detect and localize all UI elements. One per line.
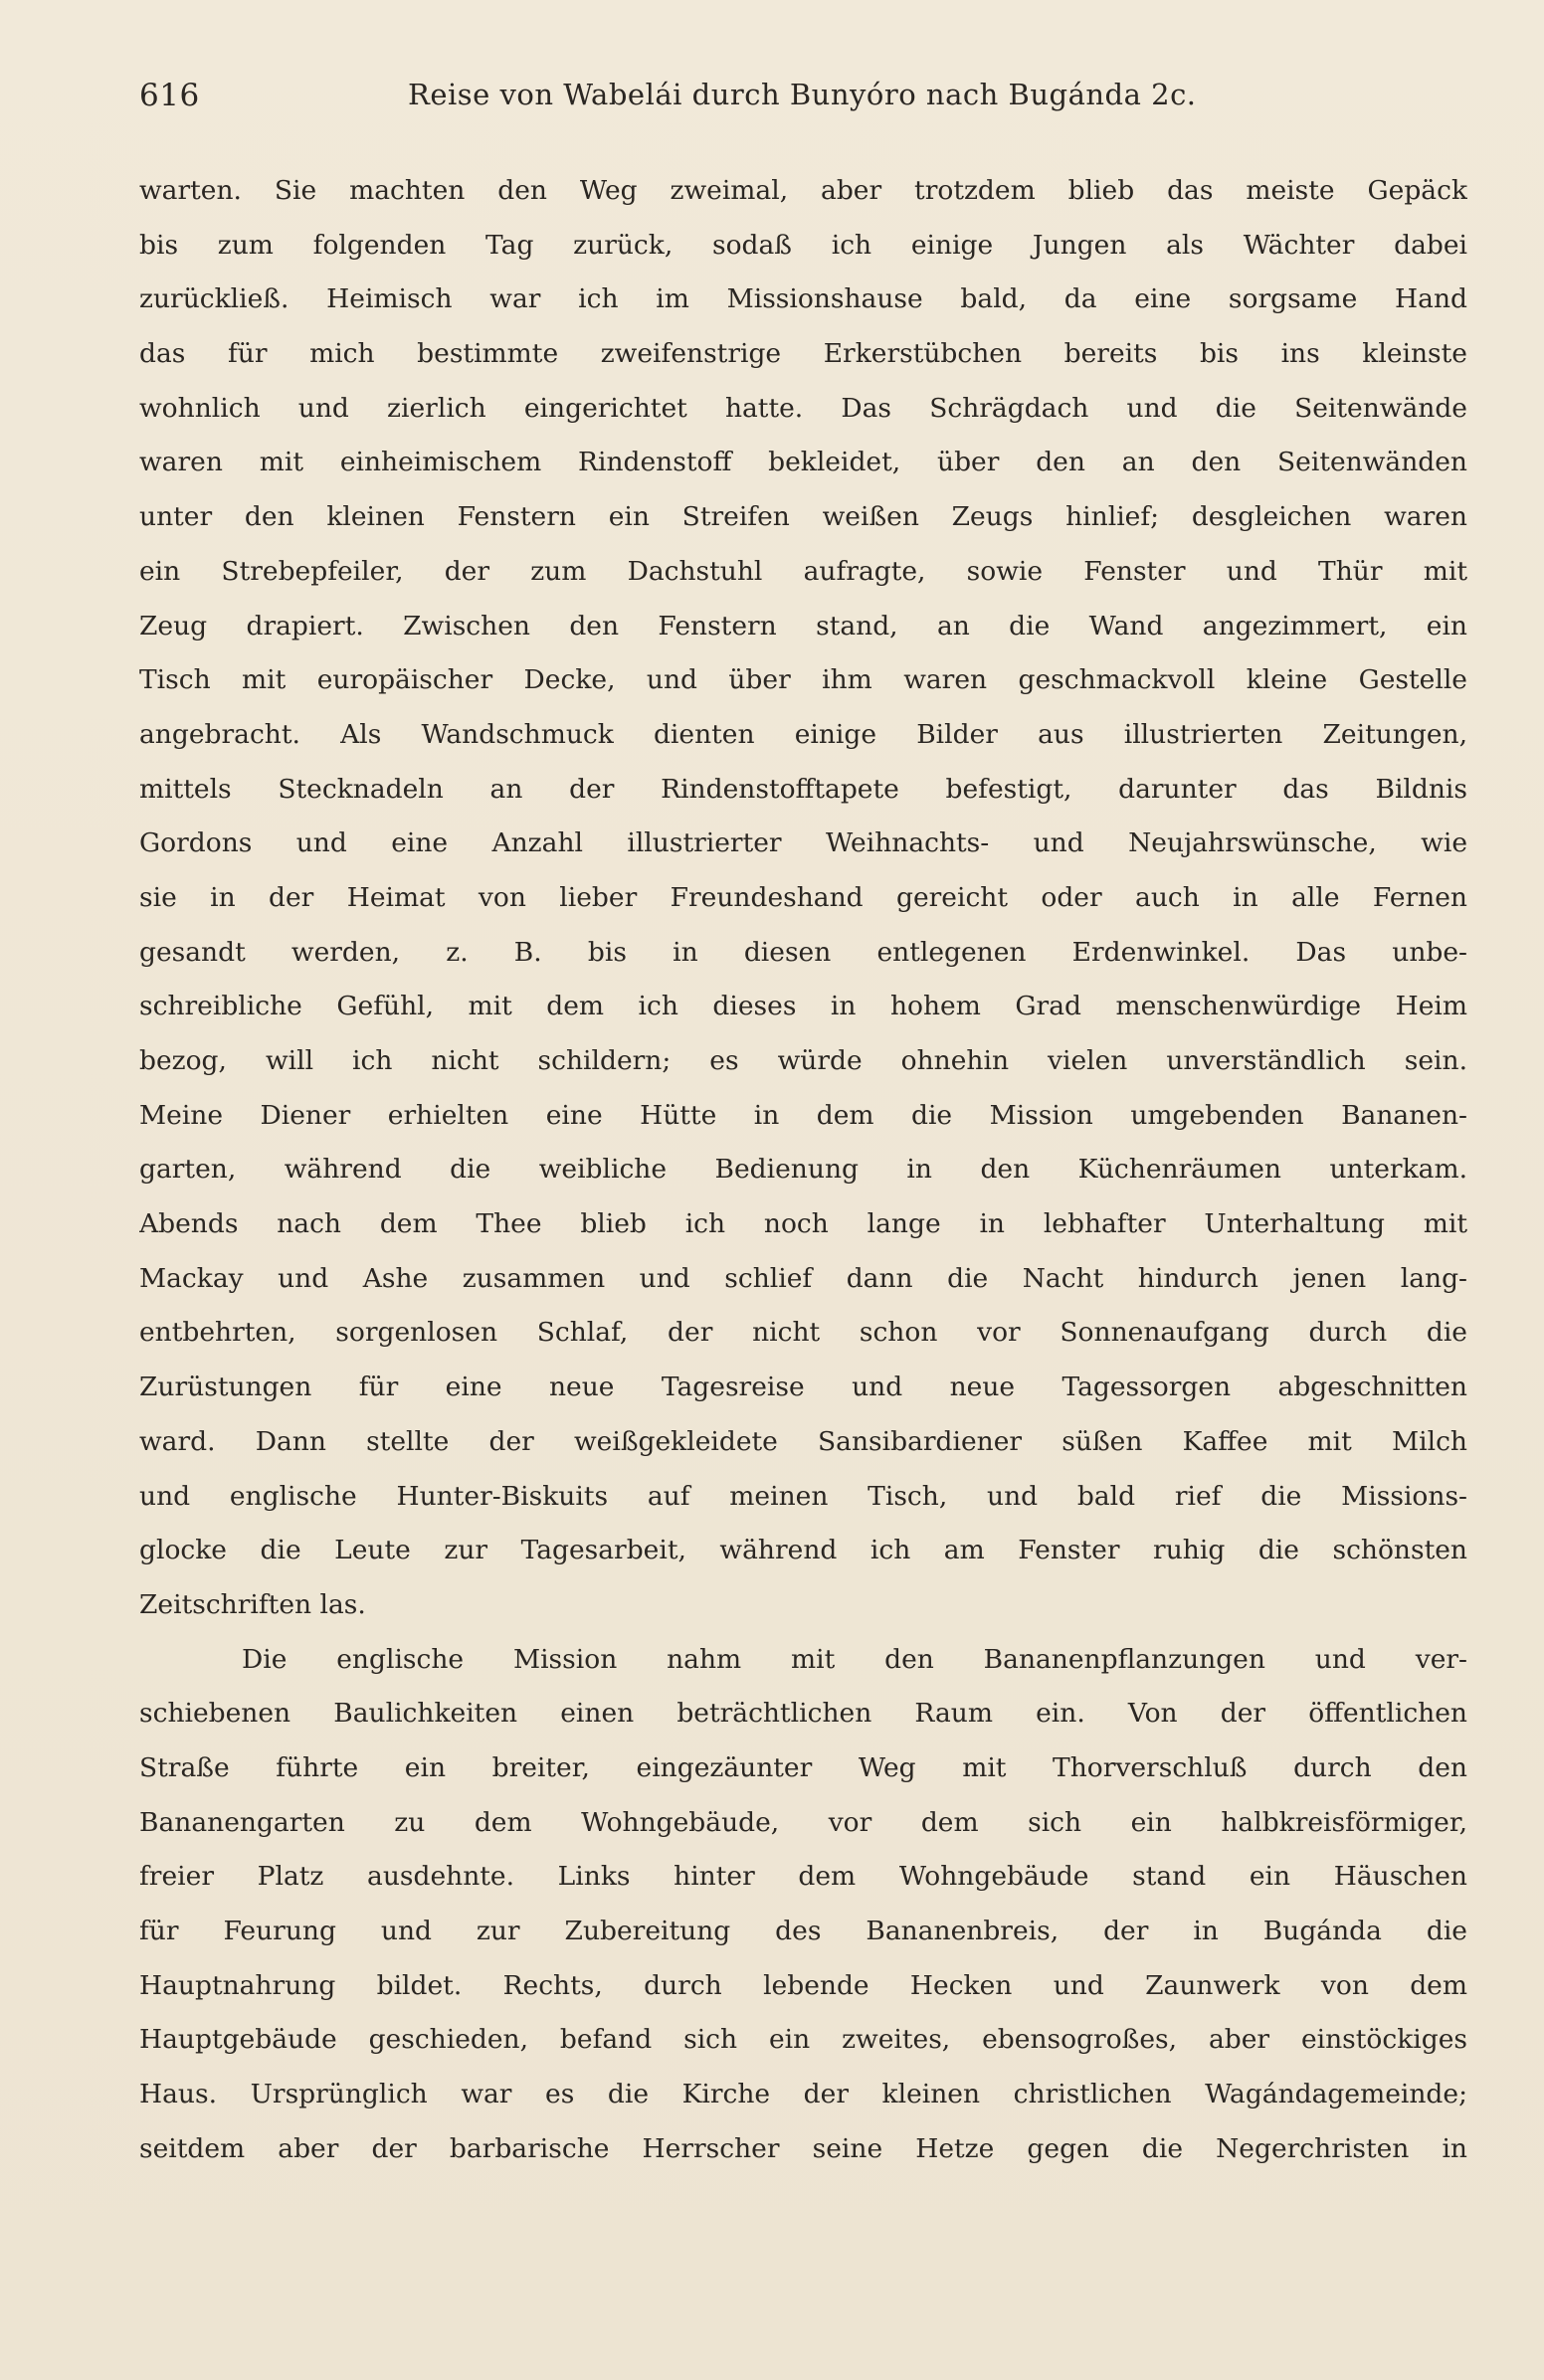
text-line: Hauptnahrung bildet. Rechts, durch lebende Hecken und Zaunwerk von dem bbox=[139, 1969, 1467, 2001]
paragraph-2 bbox=[139, 1633, 1467, 2177]
paragraph-1 bbox=[139, 164, 1467, 1633]
text-line: zurückließ. Heimisch war ich im Missionshause bald, da eine sorgsame Hand bbox=[139, 283, 1467, 315]
text-line: wohnlich und zierlich eingerichtet hatte. Das Schrägdach und die Seitenwände bbox=[139, 392, 1467, 424]
text-line: Mackay und Ashe zusammen und schlief dann die Nacht hindurch jenen lang- bbox=[139, 1262, 1467, 1294]
text-line: Zeitschriften las. bbox=[139, 1588, 366, 1620]
text-line: Haus. Ursprünglich war es die Kirche der kleinen christlichen Wagándagemeinde; bbox=[139, 2079, 1467, 2110]
text-line: warten. Sie machten den Weg zweimal, aber trotzdem blieb das meiste Gepäck bbox=[139, 175, 1467, 206]
text-line: Gordons und eine Anzahl illustrierter Weihnachts- und Neujahrswünsche, wie bbox=[139, 827, 1467, 859]
text-line: unter den kleinen Fenstern ein Streifen weißen Zeugs hinlief; desgleichen waren bbox=[139, 501, 1467, 533]
text-line: garten, während die weibliche Bedienung in den Küchenräumen unterkam. bbox=[139, 1154, 1467, 1186]
text-line: das für mich bestimmte zweifenstrige Erkerstübchen bereits bis ins kleinste bbox=[139, 338, 1467, 370]
text-line: schreibliche Gefühl, mit dem ich dieses in hohem Grad menschenwürdige Heim bbox=[139, 991, 1467, 1022]
text-line: Zeug drapiert. Zwischen den Fenstern stand, an die Wand angezimmert, ein bbox=[139, 610, 1467, 641]
text-line: Hauptgebäude geschieden, befand sich ein zweites, ebensogroßes, aber einstöckiges bbox=[139, 2024, 1467, 2056]
text-line: freier Platz ausdehnte. Links hinter dem Wohngebäude stand ein Häuschen bbox=[139, 1861, 1467, 1893]
text-line: mittels Stecknadeln an der Rindenstofftapete befestigt, darunter das Bildnis bbox=[139, 773, 1467, 805]
running-head bbox=[139, 78, 1477, 117]
text-line: Die englische Mission nahm mit den Bananenpflanzungen und ver- bbox=[242, 1643, 1467, 1675]
text-line: Tisch mit europäischer Decke, und über ihm waren geschmackvoll kleine Gestelle bbox=[139, 664, 1467, 696]
text-line: entbehrten, sorgenlosen Schlaf, der nicht schon vor Sonnenaufgang durch die bbox=[139, 1317, 1467, 1349]
text-line: gesandt werden, z. B. bis in diesen entlegenen Erdenwinkel. Das unbe- bbox=[139, 936, 1467, 968]
text-line: Straße führte ein breiter, eingezäunter Weg mit Thorverschluß durch den bbox=[139, 1751, 1467, 1783]
text-line: Abends nach dem Thee blieb ich noch lange in lebhafter Unterhaltung mit bbox=[139, 1208, 1467, 1240]
text-line: glocke die Leute zur Tagesarbeit, während ich am Fenster ruhig die schönsten bbox=[139, 1535, 1467, 1566]
body-text bbox=[139, 164, 1467, 2176]
text-line: Meine Diener erhielten eine Hütte in dem die Mission umgebenden Bananen- bbox=[139, 1099, 1467, 1131]
text-line: Zurüstungen für eine neue Tagesreise und neue Tagessorgen abgeschnitten bbox=[139, 1372, 1467, 1403]
page-number: 616 bbox=[139, 78, 200, 113]
text-line: für Feurung und zur Zubereitung des Bananenbreis, der in Bugánda die bbox=[139, 1916, 1467, 1946]
text-line: seitdem aber der barbarische Herrscher seine Hetze gegen die Negerchristen in bbox=[139, 2132, 1467, 2164]
text-line: sie in der Heimat von lieber Freundeshand gereicht oder auch in alle Fernen bbox=[139, 881, 1467, 913]
text-line: Bananengarten zu dem Wohngebäude, vor dem sich ein halbkreisförmiger, bbox=[139, 1806, 1467, 1838]
text-line: ward. Dann stellte der weißgekleidete Sansibardiener süßen Kaffee mit Milch bbox=[139, 1425, 1467, 1457]
text-line: bis zum folgenden Tag zurück, sodaß ich einige Jungen als Wächter dabei bbox=[139, 229, 1467, 261]
text-line: angebracht. Als Wandschmuck dienten einige Bilder aus illustrierten Zeitungen, bbox=[139, 718, 1467, 750]
text-line: ein Strebepfeiler, der zum Dachstuhl aufragte, sowie Fenster und Thür mit bbox=[139, 555, 1467, 587]
text-line: schiebenen Baulichkeiten einen beträchtlichen Raum ein. Von der öffentlichen bbox=[139, 1698, 1467, 1730]
text-line: bezog, will ich nicht schildern; es würde ohnehin vielen unverständlich sein. bbox=[139, 1045, 1467, 1076]
text-line: und englische Hunter-Biskuits auf meinen Tisch, und bald rief die Missions- bbox=[139, 1480, 1467, 1512]
running-title: Reise von Wabelái durch Bunyóro nach Bugánda 2c. bbox=[408, 78, 1197, 111]
text-line: waren mit einheimischem Rindenstoff bekleidet, über den an den Seitenwänden bbox=[139, 447, 1467, 478]
